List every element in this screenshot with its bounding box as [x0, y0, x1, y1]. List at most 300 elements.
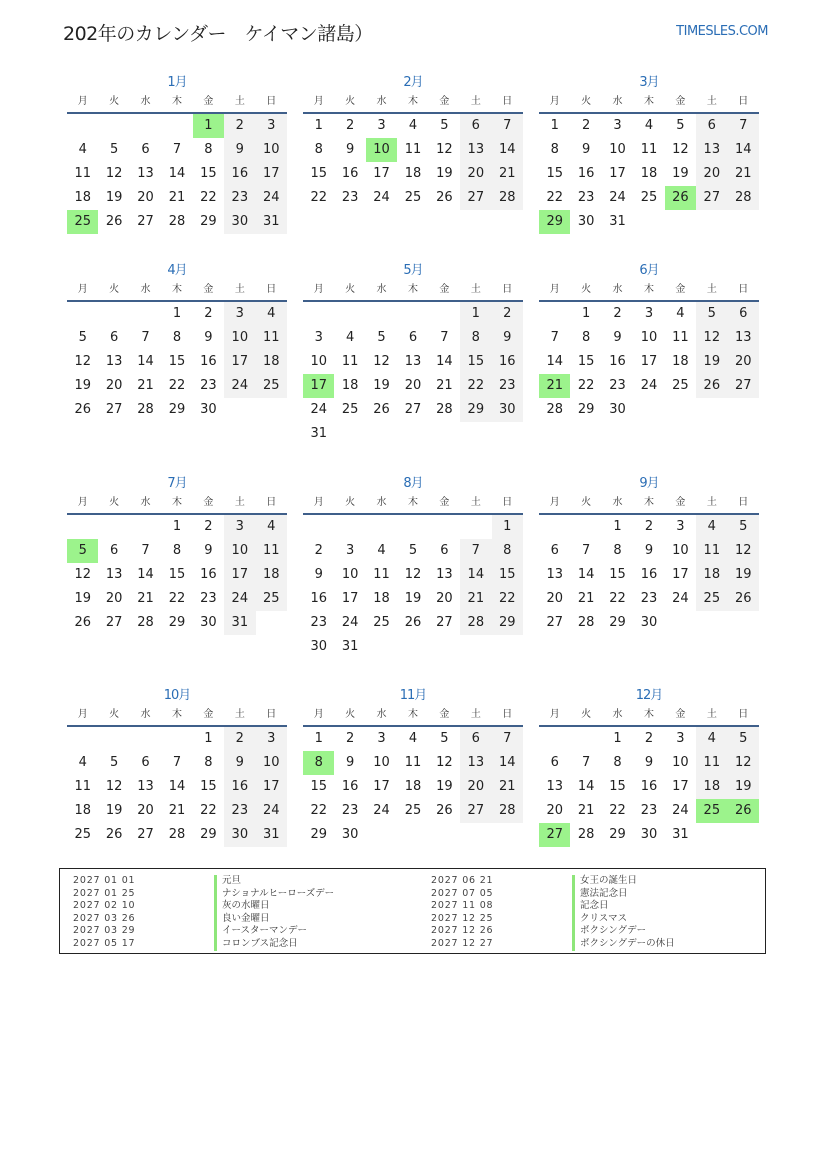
day-cell: 7	[460, 539, 491, 563]
day-cell: 23	[577, 190, 595, 205]
holiday-date: 2027 05 17	[73, 937, 136, 949]
day-cell: 7	[728, 114, 759, 138]
day-cell: 8	[492, 539, 523, 563]
day-cell: 7	[141, 543, 150, 558]
day-cell: 19	[74, 591, 91, 606]
day-grid	[67, 727, 287, 847]
day-grid	[67, 114, 287, 234]
day-cell: 21	[168, 190, 186, 205]
day-cell: 19	[436, 166, 453, 181]
day-cell: 18	[74, 803, 91, 818]
month-calendar	[539, 686, 759, 847]
day-cell: 18	[672, 354, 689, 369]
day-cell: 6	[109, 330, 119, 345]
day-cell: 3	[314, 330, 323, 345]
weekday-label: 水	[612, 709, 623, 720]
day-cell: 23	[224, 799, 255, 823]
empty-cell	[570, 727, 601, 751]
day-cell: 24	[672, 591, 689, 606]
day-cell: 17	[224, 350, 255, 374]
day-cell: 8	[204, 142, 213, 157]
holiday-list	[59, 868, 766, 954]
day-cell: 11	[256, 326, 287, 350]
day-cell: 10	[224, 326, 255, 350]
weekday-label: 火	[109, 709, 120, 720]
empty-cell	[397, 302, 428, 326]
weekday-label: 月	[549, 709, 560, 720]
day-cell: 30	[577, 214, 595, 229]
day-cell: 4	[676, 306, 685, 321]
day-cell: 22	[546, 190, 563, 205]
day-cell: 29	[200, 214, 217, 229]
day-cell: 16	[200, 567, 217, 582]
day-cell: 13	[105, 567, 123, 582]
day-cell: 1	[492, 515, 523, 539]
day-cell: 18	[74, 190, 91, 205]
day-cell: 28	[168, 827, 186, 842]
weekday-label: 火	[345, 497, 356, 508]
day-cell: 31	[310, 426, 327, 441]
day-cell: 15	[492, 563, 523, 587]
day-cell: 3	[613, 118, 622, 133]
holiday-name: 灰の水曜日	[214, 900, 270, 913]
day-cell: 2	[345, 118, 355, 133]
day-cell: 15	[168, 354, 186, 369]
day-cell: 25	[672, 378, 689, 393]
day-grid	[539, 114, 759, 234]
month-name: 10月	[163, 688, 191, 703]
day-cell: 6	[460, 114, 491, 138]
day-cell: 4	[696, 515, 727, 539]
day-cell: 12	[105, 779, 123, 794]
day-cell: 16	[609, 354, 626, 369]
day-cell: 14	[492, 138, 523, 162]
day-cell: 10	[341, 567, 359, 582]
day-cell: 25	[256, 374, 287, 398]
day-cell: 4	[696, 727, 727, 751]
day-cell: 4	[256, 515, 287, 539]
holiday-day-cell: 1	[193, 114, 224, 138]
day-cell: 1	[172, 306, 182, 321]
day-cell: 8	[613, 543, 622, 558]
day-cell: 30	[640, 827, 658, 842]
day-cell: 13	[460, 138, 491, 162]
weekday-label: 金	[675, 709, 686, 720]
day-cell: 5	[440, 118, 449, 133]
weekday-label: 水	[376, 709, 387, 720]
holiday-day-cell: 21	[539, 374, 570, 398]
day-cell: 6	[141, 142, 150, 157]
day-cell: 9	[314, 567, 323, 582]
day-cell: 26	[105, 827, 123, 842]
day-cell: 6	[440, 543, 449, 558]
day-cell: 18	[640, 166, 658, 181]
day-cell: 10	[672, 543, 689, 558]
day-cell: 27	[460, 186, 491, 210]
day-cell: 24	[640, 378, 658, 393]
day-cell: 13	[728, 326, 759, 350]
day-cell: 14	[546, 354, 563, 369]
day-cell: 15	[310, 779, 327, 794]
weekday-label: 水	[376, 284, 387, 295]
weekday-label: 火	[345, 96, 356, 107]
day-cell: 4	[408, 118, 418, 133]
holiday-name: イースターマンデー	[214, 925, 307, 938]
day-cell: 17	[341, 591, 359, 606]
day-cell: 2	[224, 727, 255, 751]
day-cell: 10	[672, 755, 689, 770]
empty-cell	[130, 727, 161, 751]
weekday-label: 月	[549, 497, 560, 508]
day-cell: 17	[373, 166, 390, 181]
month-name: 8月	[403, 476, 423, 491]
day-cell: 16	[341, 166, 359, 181]
day-cell: 12	[436, 142, 453, 157]
day-cell: 24	[224, 587, 255, 611]
day-cell: 4	[644, 118, 654, 133]
weekday-label: 水	[376, 96, 387, 107]
day-cell: 28	[577, 827, 595, 842]
day-cell: 9	[644, 543, 654, 558]
day-cell: 8	[172, 543, 182, 558]
day-cell: 26	[436, 803, 453, 818]
day-cell: 19	[105, 803, 123, 818]
day-cell: 18	[404, 166, 422, 181]
weekday-label: 火	[345, 284, 356, 295]
weekday-label: 木	[643, 284, 654, 295]
empty-cell	[67, 114, 98, 138]
weekday-label: 日	[502, 497, 513, 508]
day-cell: 14	[577, 779, 595, 794]
holiday-day-cell: 8	[303, 751, 334, 775]
day-cell: 23	[640, 591, 658, 606]
holiday-date: 2027 12 27	[431, 937, 494, 949]
day-cell: 4	[408, 731, 418, 746]
day-cell: 22	[200, 803, 217, 818]
weekday-label: 月	[313, 497, 324, 508]
day-cell: 9	[644, 755, 654, 770]
weekday-header	[67, 494, 287, 515]
weekday-label: 木	[407, 709, 418, 720]
weekday-header	[539, 93, 759, 114]
holiday-name: 記念日	[572, 900, 609, 913]
day-cell: 24	[373, 190, 390, 205]
day-cell: 5	[676, 118, 685, 133]
day-cell: 8	[613, 755, 622, 770]
empty-cell	[98, 114, 129, 138]
day-cell: 31	[341, 639, 359, 654]
day-cell: 29	[168, 402, 186, 417]
day-cell: 23	[200, 591, 217, 606]
day-cell: 12	[436, 755, 453, 770]
day-cell: 12	[728, 751, 759, 775]
day-cell: 14	[460, 563, 491, 587]
weekday-header	[539, 706, 759, 727]
day-cell: 28	[492, 186, 523, 210]
weekday-label: 火	[109, 284, 120, 295]
day-cell: 16	[640, 567, 658, 582]
weekday-label: 金	[675, 284, 686, 295]
day-cell: 2	[613, 306, 622, 321]
day-cell: 5	[109, 142, 119, 157]
day-cell: 1	[204, 731, 213, 746]
day-cell: 12	[74, 354, 91, 369]
empty-cell	[334, 302, 365, 326]
day-cell: 29	[200, 827, 217, 842]
day-cell: 28	[460, 611, 491, 635]
day-cell: 25	[74, 827, 91, 842]
empty-cell	[98, 515, 129, 539]
day-cell: 23	[341, 803, 359, 818]
weekday-label: 月	[77, 284, 88, 295]
weekday-label: 土	[234, 497, 245, 508]
weekday-label: 金	[203, 497, 214, 508]
day-cell: 25	[256, 587, 287, 611]
day-cell: 28	[577, 615, 595, 630]
holiday-date: 2027 12 25	[431, 912, 494, 924]
day-cell: 5	[78, 330, 87, 345]
month-name: 9月	[639, 476, 659, 491]
empty-cell	[539, 515, 570, 539]
day-cell: 21	[577, 591, 595, 606]
weekday-label: 木	[407, 96, 418, 107]
weekday-label: 木	[407, 497, 418, 508]
day-cell: 7	[440, 330, 449, 345]
day-cell: 20	[137, 190, 154, 205]
day-cell: 18	[696, 563, 727, 587]
day-cell: 24	[256, 799, 287, 823]
weekday-label: 土	[706, 709, 717, 720]
day-cell: 30	[492, 398, 523, 422]
month-calendar	[303, 261, 523, 446]
day-cell: 18	[404, 779, 422, 794]
weekday-label: 土	[234, 709, 245, 720]
day-cell: 7	[492, 114, 523, 138]
day-cell: 29	[168, 615, 186, 630]
empty-cell	[429, 302, 460, 326]
day-cell: 15	[168, 567, 186, 582]
weekday-label: 木	[171, 96, 182, 107]
day-cell: 6	[550, 755, 559, 770]
day-cell: 22	[492, 587, 523, 611]
day-cell: 22	[609, 803, 626, 818]
empty-cell	[67, 727, 98, 751]
day-cell: 7	[172, 142, 182, 157]
weekday-label: 火	[581, 497, 592, 508]
weekday-label: 金	[439, 709, 450, 720]
day-cell: 20	[404, 378, 422, 393]
day-cell: 6	[460, 727, 491, 751]
month-name: 5月	[403, 263, 423, 278]
day-cell: 19	[696, 350, 727, 374]
weekday-label: 土	[706, 284, 717, 295]
holiday-day-cell: 25	[696, 799, 727, 823]
weekday-label: 土	[470, 709, 481, 720]
day-cell: 3	[256, 727, 287, 751]
weekday-label: 日	[502, 709, 513, 720]
day-cell: 1	[314, 118, 323, 133]
month-calendar	[303, 474, 523, 659]
day-cell: 12	[696, 326, 727, 350]
holiday-day-cell: 17	[303, 374, 334, 398]
weekday-label: 土	[470, 284, 481, 295]
holiday-name: 憲法記念日	[572, 888, 628, 901]
day-cell: 5	[728, 515, 759, 539]
day-cell: 26	[696, 374, 727, 398]
weekday-label: 土	[470, 497, 481, 508]
day-cell: 26	[436, 190, 453, 205]
day-cell: 1	[613, 519, 622, 534]
day-cell: 28	[728, 186, 759, 210]
day-cell: 13	[696, 138, 727, 162]
day-cell: 17	[672, 779, 689, 794]
day-cell: 30	[341, 827, 359, 842]
day-cell: 14	[492, 751, 523, 775]
empty-cell	[67, 515, 98, 539]
month-calendar	[539, 261, 759, 422]
holiday-day-cell: 10	[366, 138, 397, 162]
day-cell: 3	[676, 519, 685, 534]
month-calendar	[303, 686, 523, 847]
day-cell: 3	[345, 543, 355, 558]
day-cell: 11	[404, 755, 422, 770]
day-cell: 9	[204, 330, 213, 345]
day-cell: 26	[373, 402, 390, 417]
day-cell: 7	[581, 543, 591, 558]
day-cell: 15	[200, 779, 217, 794]
day-cell: 2	[314, 543, 323, 558]
day-cell: 23	[640, 803, 658, 818]
month-calendar	[303, 73, 523, 210]
day-cell: 11	[256, 539, 287, 563]
day-cell: 29	[492, 611, 523, 635]
day-cell: 2	[581, 118, 591, 133]
day-cell: 2	[644, 731, 654, 746]
day-cell: 6	[728, 302, 759, 326]
day-cell: 8	[172, 330, 182, 345]
day-cell: 11	[74, 166, 91, 181]
day-cell: 13	[105, 354, 123, 369]
empty-cell	[130, 302, 161, 326]
weekday-header	[303, 93, 523, 114]
day-cell: 20	[436, 591, 453, 606]
day-cell: 8	[204, 755, 213, 770]
day-cell: 24	[224, 374, 255, 398]
day-cell: 27	[696, 186, 727, 210]
day-cell: 13	[436, 567, 453, 582]
weekday-label: 火	[345, 709, 356, 720]
site-link[interactable]: TIMESLES.COM	[676, 24, 768, 39]
day-cell: 29	[609, 615, 626, 630]
day-cell: 9	[224, 751, 255, 775]
empty-cell	[334, 515, 365, 539]
holiday-date: 2027 01 25	[73, 887, 136, 899]
month-calendar	[67, 73, 287, 234]
weekday-label: 日	[738, 497, 749, 508]
holiday-day-cell: 26	[665, 186, 696, 210]
weekday-label: 日	[738, 709, 749, 720]
day-cell: 25	[373, 615, 390, 630]
day-cell: 9	[345, 142, 355, 157]
day-cell: 20	[460, 162, 491, 186]
day-cell: 6	[550, 543, 559, 558]
day-cell: 19	[105, 190, 123, 205]
day-cell: 9	[492, 326, 523, 350]
weekday-label: 火	[581, 709, 592, 720]
day-cell: 26	[74, 615, 91, 630]
day-cell: 5	[377, 330, 386, 345]
weekday-label: 月	[77, 96, 88, 107]
weekday-label: 木	[643, 96, 654, 107]
day-cell: 25	[696, 587, 727, 611]
day-cell: 14	[577, 567, 595, 582]
day-cell: 18	[256, 563, 287, 587]
weekday-label: 土	[470, 96, 481, 107]
weekday-header	[539, 281, 759, 302]
day-cell: 7	[141, 330, 150, 345]
weekday-header	[303, 281, 523, 302]
weekday-label: 金	[439, 497, 450, 508]
day-cell: 15	[310, 166, 327, 181]
day-cell: 1	[550, 118, 559, 133]
weekday-label: 日	[502, 284, 513, 295]
day-cell: 29	[577, 402, 595, 417]
weekday-header	[67, 706, 287, 727]
month-calendar	[67, 261, 287, 422]
empty-cell	[539, 302, 570, 326]
day-cell: 11	[640, 142, 658, 157]
day-cell: 25	[640, 190, 658, 205]
day-grid	[539, 727, 759, 847]
day-cell: 4	[78, 755, 87, 770]
day-cell: 30	[200, 402, 217, 417]
day-cell: 22	[310, 190, 327, 205]
holiday-name: 女王の誕生日	[572, 875, 637, 888]
day-cell: 3	[377, 731, 386, 746]
day-cell: 18	[256, 350, 287, 374]
day-cell: 19	[672, 166, 689, 181]
day-cell: 7	[172, 755, 182, 770]
weekday-label: 日	[266, 497, 277, 508]
weekday-label: 水	[140, 497, 151, 508]
weekday-label: 水	[612, 497, 623, 508]
day-cell: 2	[345, 731, 355, 746]
empty-cell	[303, 302, 334, 326]
weekday-label: 金	[439, 96, 450, 107]
weekday-label: 木	[171, 709, 182, 720]
day-cell: 12	[404, 567, 422, 582]
weekday-header	[303, 494, 523, 515]
page-title: 202年のカレンダー ケイマン諸島）	[63, 23, 373, 45]
empty-cell	[130, 515, 161, 539]
day-cell: 28	[436, 402, 453, 417]
weekday-label: 水	[140, 96, 151, 107]
day-cell: 23	[341, 190, 359, 205]
weekday-label: 月	[549, 284, 560, 295]
day-cell: 11	[696, 751, 727, 775]
day-cell: 1	[314, 731, 323, 746]
day-cell: 19	[404, 591, 422, 606]
month-name: 7月	[167, 476, 187, 491]
day-cell: 17	[256, 162, 287, 186]
day-cell: 20	[105, 591, 123, 606]
day-cell: 13	[546, 567, 563, 582]
day-cell: 27	[105, 402, 123, 417]
day-cell: 2	[204, 306, 213, 321]
day-grid	[303, 515, 523, 659]
day-grid	[67, 515, 287, 635]
holiday-day-cell: 25	[67, 210, 98, 234]
